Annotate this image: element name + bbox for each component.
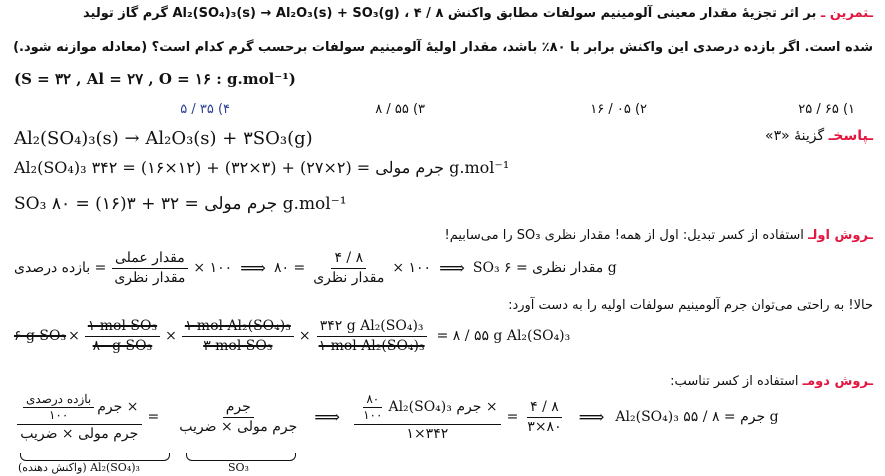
right-mass-label: Al₂(SO₄)₃ جرم × bbox=[388, 399, 498, 416]
molar-mass-al2so43: Al₂(SO₄)₃ جرم مولی = (۲×۲۷) + (۳×۳۲) + (۱۲×۱۶) = ۳۴۲ g.mol⁻¹ bbox=[14, 158, 510, 177]
substituted-den: مقدار نظری bbox=[313, 269, 385, 286]
method2-intro: استفاده از کسر تناسب: bbox=[670, 374, 799, 389]
answer-header bbox=[765, 128, 873, 144]
arrow-4: ⟹ bbox=[578, 406, 605, 428]
factor-3-num: ۳۴۲ g Al₂(SO₄)₃ bbox=[317, 318, 427, 337]
value-fraction bbox=[524, 399, 564, 436]
yield-fraction-num: مقدار عملی bbox=[112, 250, 188, 269]
option-4: ۵ / ۳۵ (۴ bbox=[180, 102, 230, 117]
factor-1 bbox=[85, 318, 160, 355]
substituted-proportion bbox=[354, 392, 500, 443]
times: × bbox=[68, 328, 80, 345]
middle-fraction bbox=[176, 399, 300, 436]
reaction-equation: Al₂(SO₄)₃(s) → Al₂O₃(s) + ۳SO₃(g) bbox=[14, 128, 313, 149]
left-fraction-num bbox=[17, 392, 142, 425]
method2-header bbox=[670, 374, 873, 389]
arrow: ⟹ bbox=[240, 257, 266, 279]
yield-label: بازده درصدی = bbox=[14, 260, 107, 277]
theoretical-result: SO₃ مقدار نظری = ۶ g bbox=[472, 260, 617, 277]
option-2: ۱۶ / ۰۵ (۲ bbox=[590, 102, 647, 117]
substituted-num: ۴ / ۸ bbox=[331, 250, 366, 269]
brace-mid-label: SO₃ bbox=[228, 461, 249, 474]
answer-choice: گزینهٔ «۳» bbox=[764, 128, 825, 144]
brace-mid bbox=[186, 453, 296, 461]
conversion-chain bbox=[14, 318, 570, 355]
eighty-over-100-den: ۱۰۰ bbox=[363, 408, 383, 422]
method1-header bbox=[445, 228, 873, 243]
eighty-eq: ۸۰ = bbox=[273, 260, 306, 277]
problem-line-2: شده است. اگر بازده درصدی این واکنش برابر با ۸۰٪ باشد، مقدار اولیهٔ آلومینیم سولفات برحسب گرم کدام است؟ (معادله موازنه شود.) bbox=[13, 40, 873, 55]
factor-2-num: ۱ mol Al₂(SO₄)₃ bbox=[182, 318, 294, 337]
substituted-fraction bbox=[310, 250, 387, 287]
times-100-b: × ۱۰۰ bbox=[392, 260, 432, 277]
proportion-equation bbox=[14, 392, 779, 443]
equals-2: = bbox=[506, 409, 519, 426]
problem-tag: ـتمرین ـ bbox=[820, 6, 873, 21]
brace-left bbox=[20, 453, 170, 461]
yield-over-100-den: ۱۰۰ bbox=[48, 408, 69, 422]
method1-tag: ـروش اولـ bbox=[808, 228, 873, 243]
middle-fraction-num: جرم bbox=[223, 399, 254, 418]
yield-equation bbox=[14, 250, 617, 287]
eighty-over-100-num: ۸۰ bbox=[363, 392, 382, 408]
factor-1-den: ۸۰ g SO₃ bbox=[92, 337, 153, 354]
final-result: Al₂(SO₄)₃ جرم = ۸ / ۵۵ g bbox=[615, 409, 779, 426]
chain-start: ۶ g SO₃ bbox=[14, 328, 67, 345]
option-1: ۲۵ / ۶۵ (۱ bbox=[798, 102, 855, 117]
times: × bbox=[165, 328, 177, 345]
value-fraction-den: ۳×۸۰ bbox=[527, 418, 562, 435]
factor-2 bbox=[182, 318, 294, 355]
times-100: × ۱۰۰ bbox=[193, 260, 233, 277]
method1-now: حالا! به راحتی می‌توان جرم آلومینیم سولفات اولیه را به دست آورد: bbox=[508, 298, 873, 313]
arrow-3: ⟹ bbox=[314, 406, 341, 428]
left-mass-label: جرم × bbox=[97, 399, 139, 416]
method2-tag: ـروش دومـ bbox=[802, 374, 873, 389]
answer-tag: ـپاسخـ bbox=[828, 128, 873, 144]
chain-result: = ۸ / ۵۵ g Al₂(SO₄)₃ bbox=[436, 328, 571, 345]
yield-fraction-den: مقدار نظری bbox=[114, 269, 186, 286]
atomic-masses: (S = ۳۲ , Al = ۲۷ , O = ۱۶ : g.mol⁻¹) bbox=[14, 70, 296, 88]
problem-line-1 bbox=[83, 6, 873, 21]
yield-over-100-num: بازده درصدی bbox=[23, 392, 94, 408]
brace-left-label: (واکنش دهنده) Al₂(SO₄)₃ bbox=[18, 461, 140, 474]
middle-fraction-den: جرم مولی × ضریب bbox=[179, 418, 298, 435]
yield-fraction bbox=[111, 250, 188, 287]
left-fraction-den: جرم مولی × ضریب bbox=[20, 425, 139, 442]
factor-3 bbox=[316, 318, 428, 355]
option-3: ۸ / ۵۵ (۳ bbox=[375, 102, 425, 117]
factor-1-num: ۱ mol SO₃ bbox=[85, 318, 160, 337]
method1-intro: استفاده از کسر تبدیل: اول از همه! مقدار نظری SO₃ را می‌سابیم! bbox=[444, 228, 804, 243]
factor-2-den: ۳ mol SO₃ bbox=[203, 337, 273, 354]
arrow-2: ⟹ bbox=[439, 257, 465, 279]
yield-over-100 bbox=[23, 392, 94, 424]
value-fraction-num: ۴ / ۸ bbox=[527, 399, 562, 418]
problem-text-1: بر اثر تجزیهٔ مقدار معینی آلومینیم سولفات مطابق واکنش Al₂(SO₄)₃(s) → Al₂O₃(s) + SO₃(g) ، ۴ / ۸ گرم گاز تولید bbox=[83, 6, 817, 21]
left-fraction bbox=[17, 392, 142, 443]
molar-mass-so3: SO₃ جرم مولی = ۳۲ + ۳(۱۶) = ۸۰ g.mol⁻¹ bbox=[14, 194, 347, 214]
eighty-over-100 bbox=[360, 392, 385, 424]
factor-3-den: ۱ mol Al₂(SO₄)₃ bbox=[318, 337, 425, 354]
times: × bbox=[298, 328, 311, 345]
equals: = bbox=[147, 409, 160, 426]
substituted-proportion-num bbox=[354, 392, 500, 425]
substituted-proportion-den: ۱×۳۴۲ bbox=[406, 425, 449, 442]
